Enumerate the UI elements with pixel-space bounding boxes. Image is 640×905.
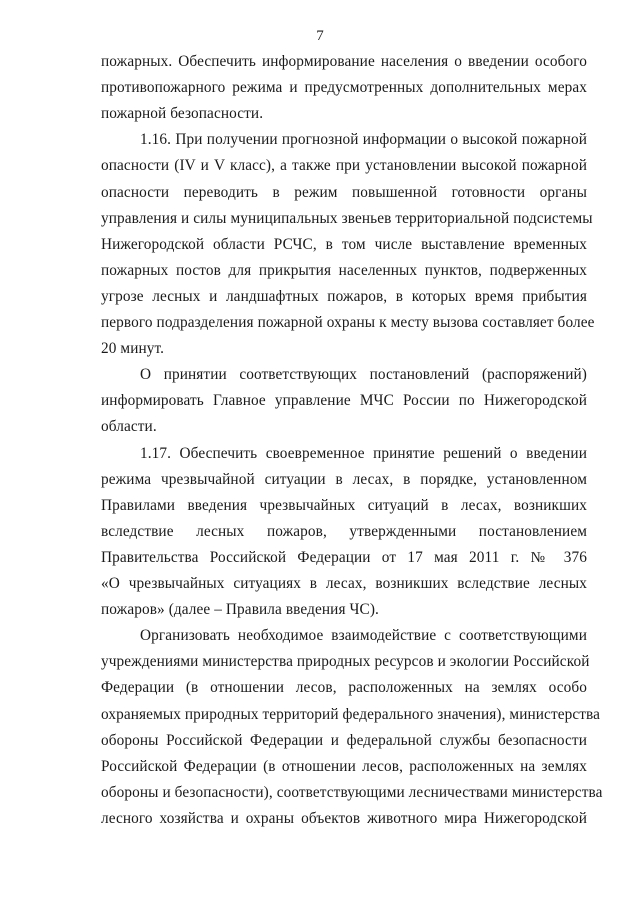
text-line: обороны Российской Федерации и федеральной службы безопасности bbox=[101, 731, 587, 749]
text-line: лесного хозяйства и охраны объектов животного мира Нижегородской bbox=[101, 809, 587, 827]
text-line: 1.17. Обеспечить своевременное принятие решений о введении bbox=[140, 444, 587, 462]
text-line: режима чрезвычайной ситуации в лесах, в порядке, установленном bbox=[101, 470, 587, 488]
text-line: пожарных. Обеспечить информирование населения о введении особого bbox=[101, 53, 587, 70]
text-line: опасности переводить в режим повышенной готовности органы bbox=[101, 183, 587, 201]
text-line: «О чрезвычайных ситуациях в лесах, возникших вследствие лесных bbox=[101, 575, 587, 592]
text-line: пожарных постов для прикрытия населенных пунктов, подверженных bbox=[101, 261, 587, 279]
text-line: угрозе лесных и ландшафтных пожаров, в которых время прибытия bbox=[101, 287, 587, 305]
text-line: учреждениями министерства природных ресурсов и экологии Российской bbox=[101, 653, 590, 671]
text-line: управления и силы муниципальных звеньев территориальной подсистемы bbox=[101, 209, 593, 227]
text-line: пожарной безопасности. bbox=[101, 105, 264, 123]
text-line: Правительства Российской Федерации от 17 мая 2011 г. № 376 bbox=[101, 548, 587, 566]
text-line: 20 минут. bbox=[101, 340, 165, 358]
text-line: 1.16. При получении прогнозной информации о высокой пожарной bbox=[140, 131, 587, 149]
page-number: 7 bbox=[316, 28, 324, 44]
text-line: О принятии соответствующих постановлений (распоряжений) bbox=[140, 366, 587, 384]
text-line: Российской Федерации (в отношении лесов, расположенных на землях bbox=[101, 757, 587, 775]
text-line: пожаров» (далее – Правила введения ЧС). bbox=[101, 601, 379, 619]
text-line: противопожарного режима и предусмотренных дополнительных мерах bbox=[101, 79, 587, 97]
text-line: Организовать необходимое взаимодействие с соответствующими bbox=[140, 627, 587, 645]
text-line: охраняемых природных территорий федерального значения), министерства bbox=[101, 705, 601, 723]
text-line: вследствие лесных пожаров, утвержденными постановлением bbox=[101, 522, 587, 540]
text-line: опасности (IV и V класс), а также при установлении высокой пожарной bbox=[101, 157, 587, 175]
text-line: Федерации (в отношении лесов, расположенных на землях особо bbox=[101, 679, 587, 697]
text-line: Правилами введения чрезвычайных ситуаций в лесах, возникших bbox=[101, 496, 587, 514]
text-line: области. bbox=[101, 418, 157, 436]
text-line: первого подразделения пожарной охраны к месту вызова составляет более bbox=[101, 314, 595, 331]
text-line: информировать Главное управление МЧС России по Нижегородской bbox=[101, 392, 587, 410]
text-line: обороны и безопасности), соответствующими лесничествами министерства bbox=[101, 783, 603, 801]
text-line: Нижегородской области РСЧС, в том числе выставление временных bbox=[101, 235, 587, 253]
